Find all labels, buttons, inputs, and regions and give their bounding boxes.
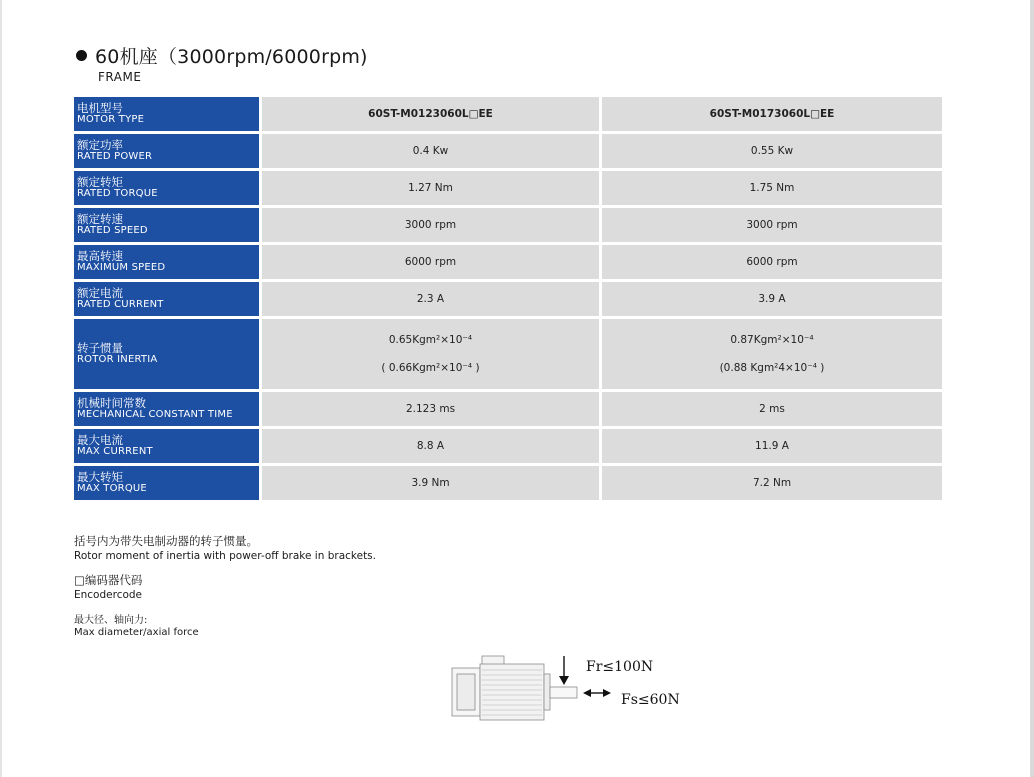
label-en: RATED TORQUE [77,188,158,199]
model-2-value [602,319,942,389]
model-1-value: 1.27 Nm [262,171,602,205]
section-title: 60机座（3000rpm/6000rpm) [95,46,368,68]
brake-note [74,533,376,562]
force-note-en: Max diameter/axial force [74,627,199,638]
label-en: ROTOR INERTIA [77,354,158,365]
label-zh: 最大转矩 [77,470,123,484]
spec-row-rotor-inertia [74,319,942,389]
model-1-value: 2.3 A [262,282,602,316]
motor-illustration [452,656,577,720]
row-label [74,245,262,279]
force-note [74,611,376,638]
row-label [74,466,262,500]
brake-note-en: Rotor moment of inertia with power-off brake in brackets. [74,550,376,562]
label-zh: 电机型号 [77,101,123,115]
label-zh: 额定转速 [77,212,123,226]
model-1-value [262,319,602,389]
row-label [74,429,262,463]
model-2-value: 3000 rpm [602,208,942,242]
row-label [74,171,262,205]
model-2-value: 7.2 Nm [602,466,942,500]
motor-force-diagram [444,648,704,726]
spec-row-maximum-speed [74,245,942,279]
radial-force-label: Fr≤100N [586,659,654,675]
spec-row-max-torque [74,466,942,500]
label-en: MAX CURRENT [77,446,153,457]
page-edge-right [1030,0,1034,777]
label-zh: 额定功率 [77,138,123,152]
label-en: MAXIMUM SPEED [77,262,166,273]
inertia-value: 0.87Kgm²×10⁻⁴ [730,334,814,346]
model-2-value: 11.9 A [602,429,942,463]
axial-force-arrow [583,689,611,697]
section-subtitle: FRAME [98,70,142,84]
inertia-brake-value: (0.88 Kgm²4×10⁻⁴ ) [719,362,825,374]
section-heading [76,42,368,84]
force-note-zh: 最大径、轴向力: [74,615,148,626]
row-label [74,208,262,242]
spec-row-rated-torque [74,171,942,205]
label-zh: 最高转速 [77,249,123,263]
page-edge-left [0,0,2,777]
model-1-value: 2.123 ms [262,392,602,426]
row-label [74,282,262,316]
encoder-note [74,572,376,601]
model-1-value: 0.4 Kw [262,134,602,168]
inertia-brake-value: ( 0.66Kgm²×10⁻⁴ ) [381,362,480,374]
spec-row-mechanical-constant-time [74,392,942,426]
spec-row-rated-power [74,134,942,168]
label-zh: 额定转矩 [77,175,123,189]
label-en: MECHANICAL CONSTANT TIME [77,409,233,420]
row-label [74,319,262,389]
label-zh: 额定电流 [77,286,123,300]
model-1-value: 6000 rpm [262,245,602,279]
model-2-value: 6000 rpm [602,245,942,279]
label-zh: 机械时间常数 [77,396,146,410]
label-en: RATED POWER [77,151,153,162]
notes-section [74,533,376,648]
encoder-note-zh: □编码器代码 [74,573,143,587]
model-2-value: 0.55 Kw [602,134,942,168]
model-1-value: 60ST-M0123060L□EE [262,97,602,131]
model-1-value: 8.8 A [262,429,602,463]
model-2-value: 60ST-M0173060L□EE [602,97,942,131]
model-2-value: 1.75 Nm [602,171,942,205]
encoder-note-en: Encodercode [74,589,143,601]
spec-row-motor-type [74,97,942,131]
row-label [74,97,262,131]
label-en: RATED CURRENT [77,299,164,310]
row-label [74,392,262,426]
row-label [74,134,262,168]
radial-force-arrow [559,656,569,685]
model-2-value: 3.9 A [602,282,942,316]
model-1-value: 3.9 Nm [262,466,602,500]
model-2-value: 2 ms [602,392,942,426]
bullet-icon [76,50,87,61]
label-en: MOTOR TYPE [77,114,145,125]
label-en: RATED SPEED [77,225,148,236]
inertia-value: 0.65Kgm²×10⁻⁴ [388,334,473,346]
brake-note-zh: 括号内为带失电制动器的转子惯量。 [74,534,258,548]
label-zh: 转子惯量 [77,341,123,355]
spec-row-rated-speed [74,208,942,242]
model-1-value: 3000 rpm [262,208,602,242]
spec-row-max-current [74,429,942,463]
spec-row-rated-current [74,282,942,316]
label-en: MAX TORQUE [77,483,147,494]
spec-table [74,94,942,503]
axial-force-label: Fs≤60N [621,692,680,708]
label-zh: 最大电流 [77,433,123,447]
